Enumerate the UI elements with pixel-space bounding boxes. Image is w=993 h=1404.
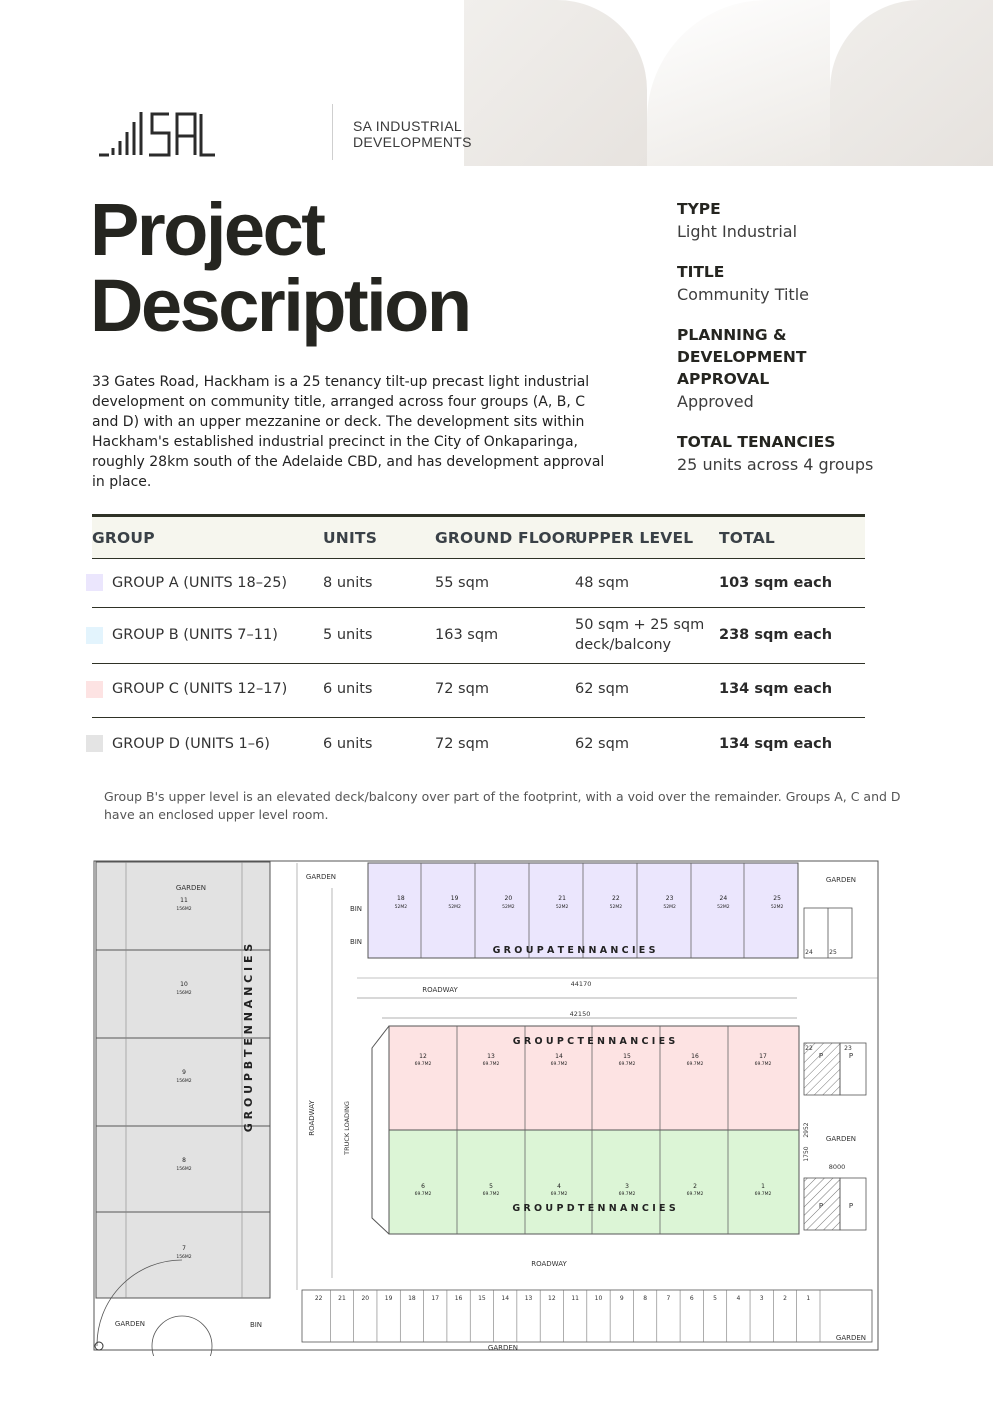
unit-area: 69.7M2 — [618, 1062, 636, 1067]
unit-area: 69.7M2 — [550, 1192, 568, 1197]
unit-number: 10 — [180, 981, 188, 988]
unit-number: 22 — [612, 895, 620, 902]
unit-area: 69.7M2 — [482, 1062, 500, 1067]
unit-number: 9 — [182, 1069, 186, 1076]
fact-value: Light Industrial — [677, 222, 798, 241]
unit-number: 2 — [693, 1183, 697, 1190]
bay-number: 18 — [408, 1295, 416, 1302]
fact-label: TOTAL TENANCIES — [677, 433, 836, 451]
roadway-label: ROADWAY — [308, 1100, 316, 1136]
unit-number: 12 — [419, 1053, 427, 1060]
bay-number: 6 — [689, 1295, 694, 1302]
unit-area: 52M2 — [770, 905, 784, 910]
cell-total: 238 sqm each — [719, 627, 833, 643]
bay-number: 25 — [829, 949, 837, 956]
fact-title — [677, 261, 977, 307]
intro-paragraph: 33 Gates Road, Hackham is a 25 tenancy tilt-up precast light industrial development on community title, arranged across four groups (A, B, C and D) with an upper mezzanine or deck. The development sits within Hackham's established industrial precinct in the City of Onkaparinga, roughly 28km south of the Adelaide CBD, and has development approval in place. — [92, 374, 605, 490]
unit-area: 52M2 — [717, 905, 730, 910]
fact-label: TITLE — [677, 263, 725, 281]
garden-label: GARDEN — [835, 1334, 867, 1342]
brand-name-line2: DEVELOPMENTS — [353, 134, 472, 150]
unit-number: 14 — [555, 1053, 563, 1060]
group-d-label: G R O U P D T E N N A N C I E S — [512, 1203, 676, 1214]
brand-logo — [97, 104, 472, 160]
unit-area: 156M2 — [176, 1079, 192, 1084]
unit-number: 11 — [180, 897, 188, 904]
unit-number: 20 — [504, 895, 513, 902]
group-color-swatch — [86, 627, 103, 644]
bay-number: 9 — [619, 1295, 624, 1302]
unit-number: 18 — [397, 895, 405, 902]
unit-number: 6 — [421, 1183, 425, 1190]
cell-total: 134 sqm each — [719, 681, 833, 697]
unit-area: 69.7M2 — [754, 1062, 772, 1067]
fact-approval — [677, 324, 977, 414]
bin-label: BIN — [249, 1321, 263, 1329]
unit-number: 21 — [558, 895, 566, 902]
bay-number: 12 — [548, 1295, 556, 1302]
fact-value: Approved — [677, 392, 754, 411]
bay-number: 1 — [806, 1295, 811, 1302]
unit-area: 69.7M2 — [414, 1062, 432, 1067]
group-a-label: G R O U P A T E N N A N C I E S — [492, 945, 656, 956]
parking-p-label: P — [848, 1202, 854, 1210]
unit-number: 24 — [719, 895, 728, 902]
table-row — [92, 664, 865, 718]
unit-number: 3 — [625, 1183, 629, 1190]
unit-number: 15 — [623, 1053, 631, 1060]
unit-area: 156M2 — [176, 1255, 192, 1260]
site-plan — [92, 858, 882, 1356]
cell-units: 6 units — [323, 681, 373, 697]
page-title — [90, 188, 470, 347]
bay-number: 4 — [736, 1295, 741, 1302]
unit-area: 69.7M2 — [754, 1192, 772, 1197]
cell-ground: 72 sqm — [435, 681, 489, 697]
logo-divider — [332, 104, 333, 160]
bay-number: 23 — [844, 1045, 852, 1052]
cell-units: 8 units — [323, 575, 373, 591]
table-row — [92, 559, 865, 608]
dimension-2952: 2952 — [803, 1122, 810, 1138]
brand-name-line1: SA INDUSTRIAL — [353, 118, 462, 134]
dimension-44170: 44170 — [570, 980, 592, 988]
cell-total: 134 sqm each — [719, 736, 833, 752]
unit-area: 52M2 — [394, 905, 408, 910]
dimension-1750: 1750 — [803, 1146, 810, 1162]
unit-number: 23 — [665, 895, 674, 902]
unit-number: 7 — [182, 1245, 186, 1252]
dimension-8000: 8000 — [828, 1163, 846, 1171]
bay-number: 16 — [454, 1295, 463, 1302]
unit-area: 52M2 — [663, 905, 676, 910]
bay-number: 2 — [783, 1295, 787, 1302]
unit-area: 52M2 — [502, 905, 515, 910]
unit-area: 69.7M2 — [618, 1192, 636, 1197]
cell-group: GROUP C (UNITS 12–17) — [112, 681, 288, 697]
column-header-ground: GROUND FLOOR — [435, 529, 578, 547]
cell-units: 5 units — [323, 627, 373, 643]
truck-loading-label: TRUCK LOADING — [343, 1101, 351, 1155]
column-header-units: UNITS — [323, 529, 378, 547]
cell-upper: 62 sqm — [575, 681, 629, 697]
unit-area: 69.7M2 — [686, 1192, 704, 1197]
group-c-label: G R O U P C T E N N A N C I E S — [512, 1036, 676, 1047]
cell-group: GROUP A (UNITS 18–25) — [112, 575, 288, 591]
project-facts — [677, 198, 977, 494]
roadway-label: ROADWAY — [531, 1260, 567, 1268]
bay-number: 10 — [594, 1295, 603, 1302]
dimension-42150: 42150 — [569, 1010, 591, 1018]
unit-area: 52M2 — [448, 905, 461, 910]
unit-area: 69.7M2 — [686, 1062, 704, 1067]
table-row — [92, 718, 865, 772]
group-color-swatch — [86, 681, 103, 698]
cell-group: GROUP D (UNITS 1–6) — [112, 736, 270, 752]
garden-label: GARDEN — [487, 1344, 519, 1352]
bay-number: 20 — [361, 1295, 370, 1302]
roadway-label: ROADWAY — [422, 986, 458, 994]
unit-area: 69.7M2 — [482, 1192, 500, 1197]
bay-number: 21 — [338, 1295, 346, 1302]
unit-number: 13 — [487, 1053, 495, 1060]
bay-number: 13 — [524, 1295, 533, 1302]
cell-units: 6 units — [323, 736, 373, 752]
bay-number: 7 — [666, 1295, 671, 1302]
page-title-line2: Description — [90, 264, 470, 347]
unit-number: 17 — [759, 1053, 767, 1060]
fact-value: Community Title — [677, 285, 809, 304]
fact-label: TYPE — [677, 200, 721, 218]
bay-number: 5 — [713, 1295, 717, 1302]
unit-area: 52M2 — [555, 905, 569, 910]
fact-value: 25 units across 4 groups — [677, 455, 874, 474]
bay-number: 11 — [571, 1295, 579, 1302]
site-plan-drawing — [92, 858, 882, 1356]
unit-number: 1 — [761, 1183, 765, 1190]
bin-label: BIN — [349, 905, 363, 913]
cell-total: 103 sqm each — [719, 575, 833, 591]
garden-label: GARDEN — [175, 884, 207, 892]
bay-number: 22 — [314, 1295, 323, 1302]
cell-upper: 48 sqm — [575, 575, 629, 591]
column-header-total: TOTAL — [719, 529, 775, 547]
bay-number: 19 — [384, 1295, 393, 1302]
unit-area: 156M2 — [176, 991, 192, 996]
bay-number: 22 — [805, 1045, 813, 1052]
unit-area: 69.7M2 — [550, 1062, 568, 1067]
hero-panel-right — [830, 0, 993, 166]
unit-number: 4 — [557, 1183, 561, 1190]
group-b-label: G R O U P B T E N N A N C I E S — [242, 943, 255, 1133]
garden-label: GARDEN — [114, 1320, 146, 1328]
group-color-swatch — [86, 574, 103, 591]
table-row — [92, 608, 865, 664]
unit-number: 19 — [450, 895, 459, 902]
sa-logo-mark — [97, 108, 217, 160]
unit-area: 52M2 — [609, 905, 623, 910]
cell-upper: 62 sqm — [575, 736, 629, 752]
unit-area: 69.7M2 — [414, 1192, 432, 1197]
bay-number: 15 — [478, 1295, 486, 1302]
fact-type — [677, 198, 977, 244]
table-footnote: Group B's upper level is an elevated deck/balcony over part of the footprint, with a void over the remainder. Groups A, C and D have an enclosed upper level room. — [104, 789, 901, 822]
unit-number: 5 — [489, 1183, 493, 1190]
cell-group: GROUP B (UNITS 7–11) — [112, 627, 278, 643]
page-title-line1: Project — [90, 188, 324, 271]
fact-label: PLANNING & DEVELOPMENT APPROVAL — [677, 326, 807, 388]
garden-label: GARDEN — [825, 1135, 857, 1143]
unit-area: 156M2 — [176, 1167, 192, 1172]
table-header — [92, 514, 865, 559]
column-header-upper: UPPER LEVEL — [575, 529, 694, 547]
unit-area: 156M2 — [176, 907, 192, 912]
garden-label: GARDEN — [825, 876, 857, 884]
unit-number: 16 — [691, 1053, 699, 1060]
bin-label: BIN — [349, 938, 363, 946]
hero-panel-middle — [647, 0, 830, 166]
cell-ground: 163 sqm — [435, 627, 499, 643]
bay-number: 14 — [501, 1295, 510, 1302]
column-header-group: GROUP — [92, 529, 155, 547]
garden-label: GARDEN — [305, 873, 337, 881]
brand-name — [353, 118, 472, 150]
cell-upper: 50 sqm + 25 sqm deck/balcony — [575, 617, 705, 653]
cell-ground: 72 sqm — [435, 736, 489, 752]
bay-number: 17 — [431, 1295, 440, 1302]
group-color-swatch — [86, 735, 103, 752]
unit-number: 25 — [773, 895, 781, 902]
bay-number: 24 — [805, 949, 813, 956]
parking-p-label: P — [848, 1052, 854, 1060]
fact-tenancies — [677, 431, 977, 477]
bay-number: 3 — [759, 1295, 764, 1302]
bay-number: 8 — [643, 1295, 648, 1302]
parking-p-label: P — [818, 1202, 824, 1210]
unit-number: 8 — [182, 1157, 186, 1164]
parking-p-label: P — [818, 1052, 824, 1060]
hero-panel-left — [464, 0, 647, 166]
cell-ground: 55 sqm — [435, 575, 489, 591]
group-d-block — [389, 1130, 799, 1234]
tenancy-table — [92, 514, 865, 772]
